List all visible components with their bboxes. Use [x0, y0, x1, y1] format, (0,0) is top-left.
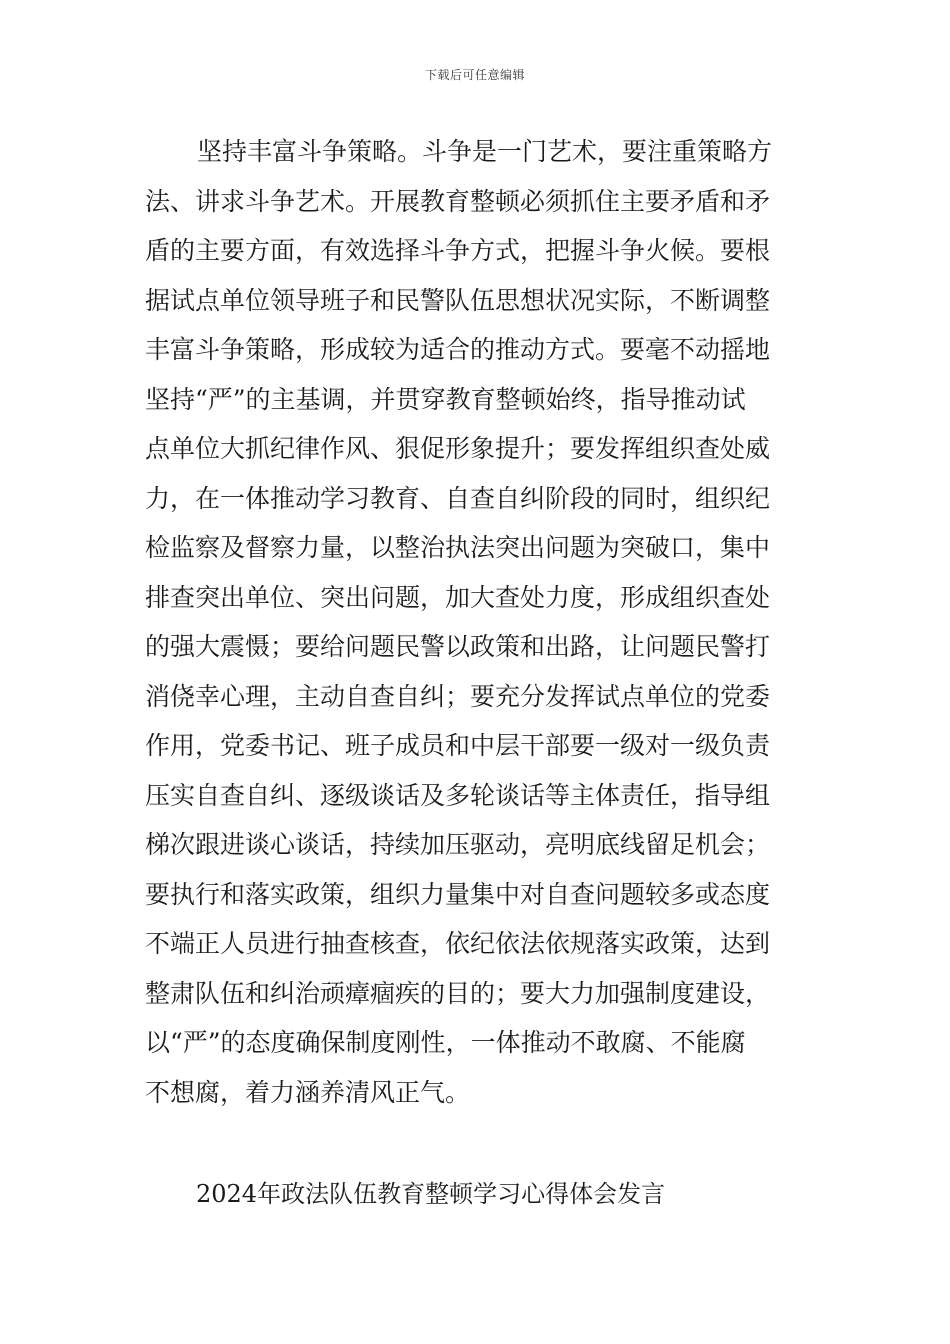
paragraph-line: 力，在一体推动学习教育、自查自纠阶段的同时，组织纪 [145, 483, 771, 513]
paragraph-line: 法、讲求斗争艺术。开展教育整顿必须抓住主要矛盾和矛 [145, 186, 771, 216]
paragraph-line: 梯次跟进谈心谈话，持续加压驱动，亮明底线留足机会； [145, 830, 771, 859]
paragraph-line: 不端正人员进行抽查核查，依纪依法依规落实政策，达到 [145, 929, 771, 958]
paragraph-line: 坚持“严”的主基调，并贯穿教育整顿始终，指导推动试 [145, 384, 746, 414]
paragraph-line: 据试点单位领导班子和民警队伍思想状况实际，不断调整 [145, 285, 771, 315]
paragraph-line: 整肃队伍和纠治顽瘴痼疾的目的；要大力加强制度建设， [145, 978, 771, 1008]
paragraph-line: 的强大震慑；要给问题民警以政策和出路，让问题民警打 [145, 632, 771, 661]
paragraph-line: 排查突出单位、突出问题，加大查处力度，形成组织查处 [145, 582, 771, 612]
paragraph-line: 以“严”的态度确保制度刚性，一体推动不敢腐、不能腐 [145, 1028, 746, 1057]
paragraph-line: 盾的主要方面，有效选择斗争方式，把握斗争火候。要根 [145, 236, 771, 265]
paragraph-line: 压实自查自纠、逐级谈话及多轮谈话等主体责任，指导组 [145, 780, 771, 810]
page-header-note: 下载后可任意编辑 [424, 68, 525, 82]
paragraph-line: 作用，党委书记、班子成员和中层干部要一级对一级负责 [145, 731, 771, 760]
paragraph-line: 坚持丰富斗争策略。斗争是一门艺术，要注重策略方 [197, 137, 773, 166]
paragraph-line: 要执行和落实政策，组织力量集中对自查问题较多或态度 [145, 879, 771, 909]
section-title: 2024年政法队伍教育整顿学习心得体会发言 [196, 1180, 666, 1208]
paragraph-line: 丰富斗争策略，形成较为适合的推动方式。要毫不动摇地 [145, 335, 771, 364]
paragraph-line: 点单位大抓纪律作风、狠促形象提升；要发挥组织查处威 [145, 434, 771, 463]
paragraph-line: 不想腐，着力涵养清风正气。 [145, 1077, 471, 1107]
paragraph-line: 消侥幸心理，主动自查自纠；要充分发挥试点单位的党委 [145, 681, 771, 711]
body-paragraph [145, 127, 810, 1117]
paragraph-line: 检监察及督察力量，以整治执法突出问题为突破口，集中 [145, 533, 771, 562]
